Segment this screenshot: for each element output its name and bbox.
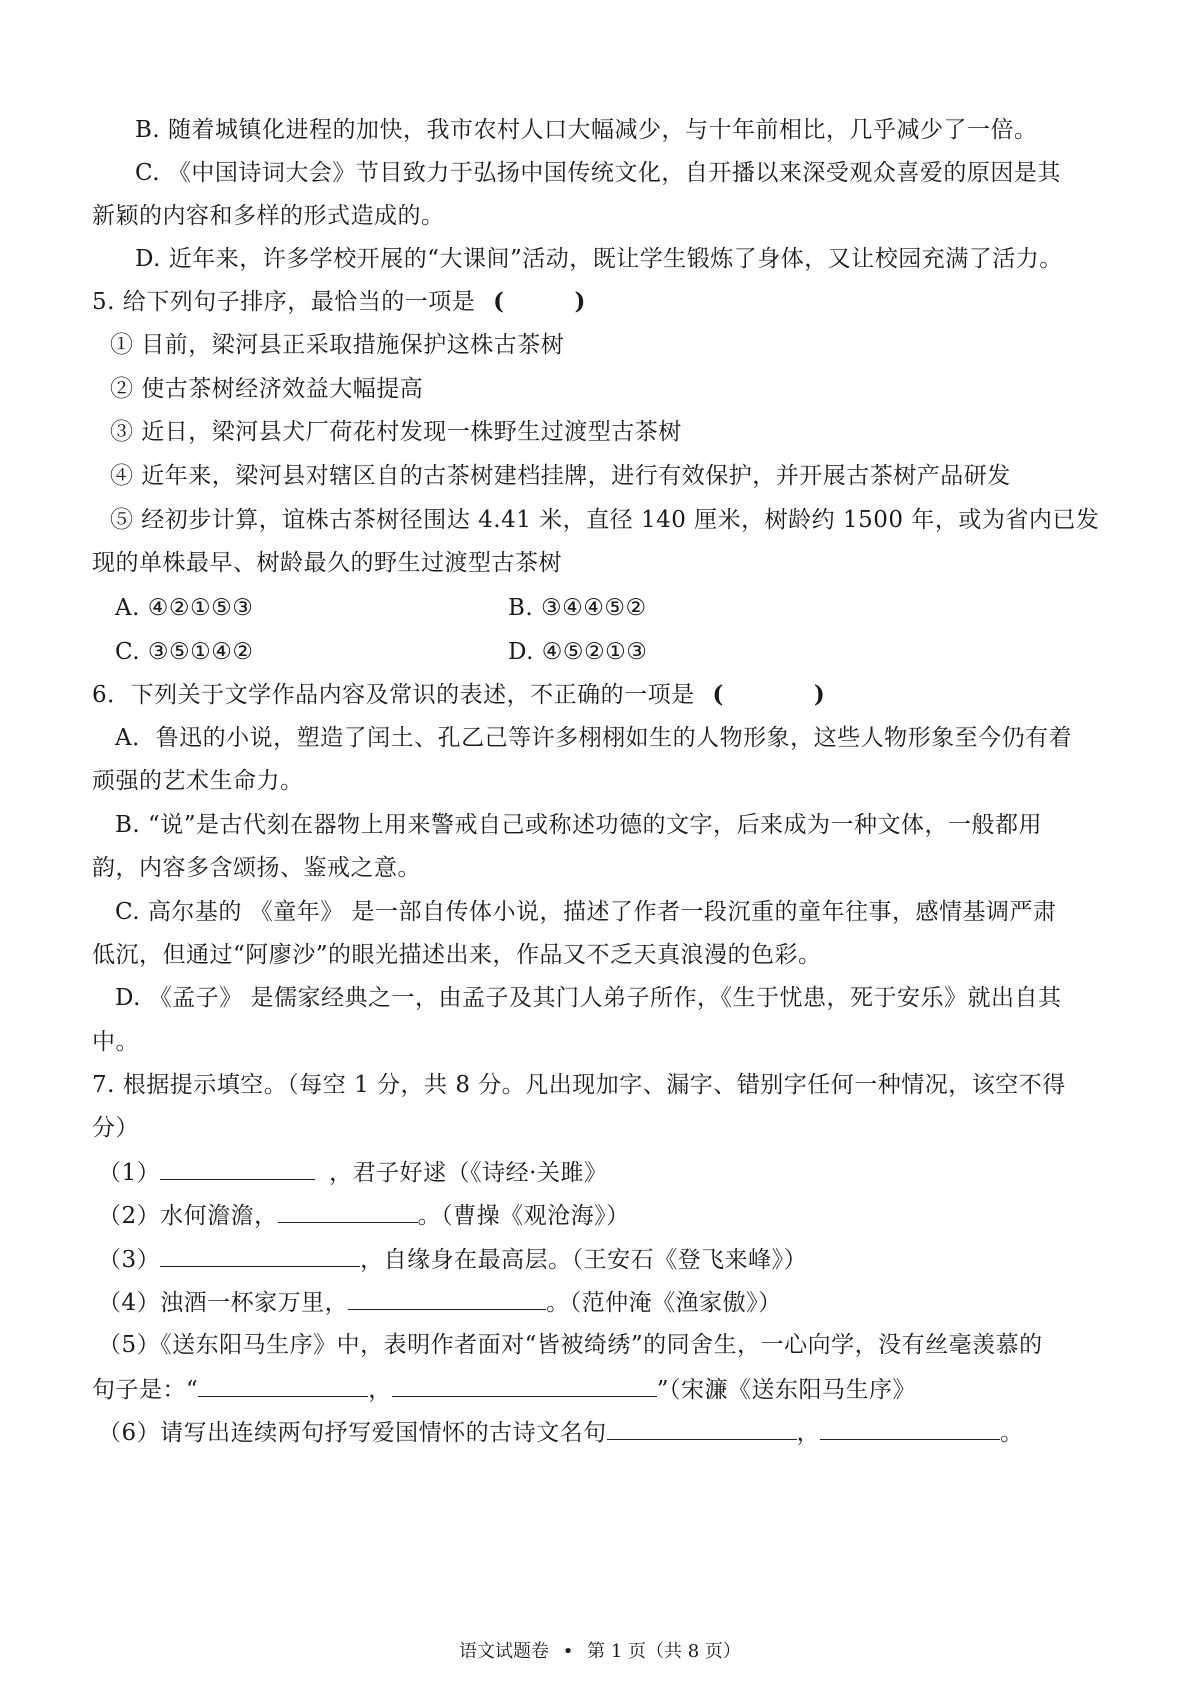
q5-option-b: B. ③④④⑤② <box>508 595 647 621</box>
q7-sub1 <box>98 1157 607 1188</box>
q5-paren-open: ( <box>493 288 505 315</box>
q7-sub4 <box>98 1287 782 1318</box>
q7-sub1-blank[interactable] <box>160 1157 315 1180</box>
page-footer <box>0 1640 1200 1664</box>
q5-item-4: ④ 近年来，梁河县对辖区自的古茶树建档挂牌，进行有效保护，并开展古茶树产品研发 <box>110 463 1011 489</box>
q7-sub5-before: 句子是：“ <box>92 1377 199 1403</box>
q6-option-d-line1: D. 《孟子》 是儒家经典之一，由孟子及其门人弟子所作，《生于忧患，死于安乐》就出自其 <box>115 985 1062 1011</box>
q4-option-b: B. 随着城镇化进程的加快，我市农村人口大幅减少，与十年前相比，几乎减少了一倍。 <box>135 117 1038 143</box>
q6-option-b-line1: B. “说”是古代刻在器物上用来警戒自己或称述功德的文字，后来成为一种文体，一般都用 <box>115 812 1043 838</box>
q7-sub1-number: （1） <box>98 1160 161 1186</box>
q5-item-5-line1: ⑤ 经初步计算，谊株古茶树径围达 4.41 米，直径 140 厘米，树龄约 1500 年，或为省内已发 <box>110 507 1100 533</box>
q7-sub2-number: （2） <box>98 1203 161 1229</box>
q5-paren-close: ) <box>574 288 586 315</box>
q6-stem-text: 6．下列关于文学作品内容及常识的表述，不正确的一项是 <box>92 682 695 708</box>
q7-sub2-before: 水何澹澹， <box>160 1203 278 1229</box>
q7-sub5-after: ”（宋濂《送东阳马生序》 <box>656 1377 917 1403</box>
q6-option-c-line2: 低沉，但通过“阿廖沙”的眼光描述出来，作品又不乏天真浪漫的色彩。 <box>92 942 822 968</box>
q7-sub4-number: （4） <box>98 1290 161 1316</box>
q7-sub3-blank[interactable] <box>160 1244 360 1267</box>
q5-item-1: ① 目前，梁河县正采取措施保护这株古茶树 <box>110 332 565 358</box>
q5-stem-text: 5. 给下列句子排序，最恰当的一项是 <box>92 289 476 315</box>
q7-sub6-before: （6）请写出连续两句抒写爱国情怀的古诗文名句 <box>98 1420 607 1446</box>
q7-sub6-blank-1[interactable] <box>607 1417 797 1440</box>
footer-page-number: 第 1 页（共 8 页） <box>587 1641 741 1662</box>
q7-sub4-after: 。（范仲淹《渔家傲》） <box>546 1290 782 1316</box>
q5-item-3: ③ 近日，梁河县犬厂荷花村发现一株野生过渡型古茶树 <box>110 419 682 445</box>
q7-sub6-blank-2[interactable] <box>820 1417 1000 1440</box>
footer-dot: • <box>562 1641 574 1662</box>
q7-sub2 <box>98 1200 630 1231</box>
q7-sub6-after: 。 <box>1000 1420 1024 1446</box>
q7-sub6-mid: ， <box>796 1420 821 1446</box>
q5-option-d: D. ④⑤②①③ <box>508 639 648 665</box>
q6-stem <box>92 680 825 710</box>
q7-sub2-after: 。（曹操《观沧海》） <box>417 1203 630 1229</box>
footer-label: 语文试题卷 <box>459 1641 550 1662</box>
q7-sub3-after: ，自缘身在最高层。（王安石《登飞来峰》） <box>360 1247 808 1273</box>
q7-sub4-before: 浊酒一杯家万里， <box>160 1290 349 1316</box>
q7-sub3 <box>98 1244 807 1275</box>
q7-sub6 <box>98 1417 1024 1448</box>
q7-sub2-blank[interactable] <box>278 1200 418 1223</box>
q4-option-c-line1: C. 《中国诗词大会》节目致力于弘扬中国传统文化，自开播以来深受观众喜爱的原因是其 <box>135 160 1061 186</box>
q6-option-a-line1: A．鲁迅的小说，塑造了闰土、孔乙己等许多栩栩如生的人物形象，这些人物形象至今仍有着 <box>115 725 1073 751</box>
q7-stem-line2: 分） <box>92 1115 139 1141</box>
q5-stem <box>92 287 586 317</box>
q5-option-c: C. ③⑤①④② <box>115 639 254 665</box>
q7-stem-line1: 7. 根据提示填空。（每空 1 分，共 8 分。凡出现加字、漏字、错别字任何一种情况，该空不得 <box>92 1072 1066 1098</box>
q6-option-a-line2: 顽强的艺术生命力。 <box>92 768 304 794</box>
q4-option-d: D. 近年来，许多学校开展的“大课间”活动，既让学生锻炼了身体，又让校园充满了活力。 <box>135 246 1063 272</box>
q6-option-c-line1: C. 高尔基的 《童年》 是一部自传体小说，描述了作者一段沉重的童年往事，感情基调严肃 <box>115 899 1057 925</box>
q5-item-5-line2: 现的单株最早、树龄最久的野生过渡型古茶树 <box>92 550 562 576</box>
q6-option-b-line2: 韵，内容多含颂扬、鉴戒之意。 <box>92 855 421 881</box>
q5-item-2: ② 使古茶树经济效益大幅提高 <box>110 376 424 402</box>
q6-paren-open: ( <box>712 681 724 708</box>
q7-sub3-number: （3） <box>98 1247 161 1273</box>
q7-sub5-line2 <box>92 1374 916 1405</box>
q7-sub5-blank-2[interactable] <box>392 1374 657 1397</box>
q6-paren-close: ) <box>813 681 826 708</box>
q5-option-a: A. ④②①⑤③ <box>115 595 254 621</box>
q7-sub1-after: ，君子好逑（《诗经·关雎》 <box>329 1160 608 1186</box>
q7-sub5-line1: （5）《送东阳马生序》中，表明作者面对“皆被绮绣”的同舍生，一心向学，没有丝毫羡慕的 <box>98 1332 1043 1358</box>
q7-sub5-mid: ， <box>368 1377 392 1403</box>
q7-sub4-blank[interactable] <box>348 1287 546 1310</box>
q6-option-d-line2: 中。 <box>92 1029 139 1055</box>
q7-sub5-blank-1[interactable] <box>198 1374 368 1397</box>
q4-option-c-line2: 新颖的内容和多样的形式造成的。 <box>92 203 445 229</box>
